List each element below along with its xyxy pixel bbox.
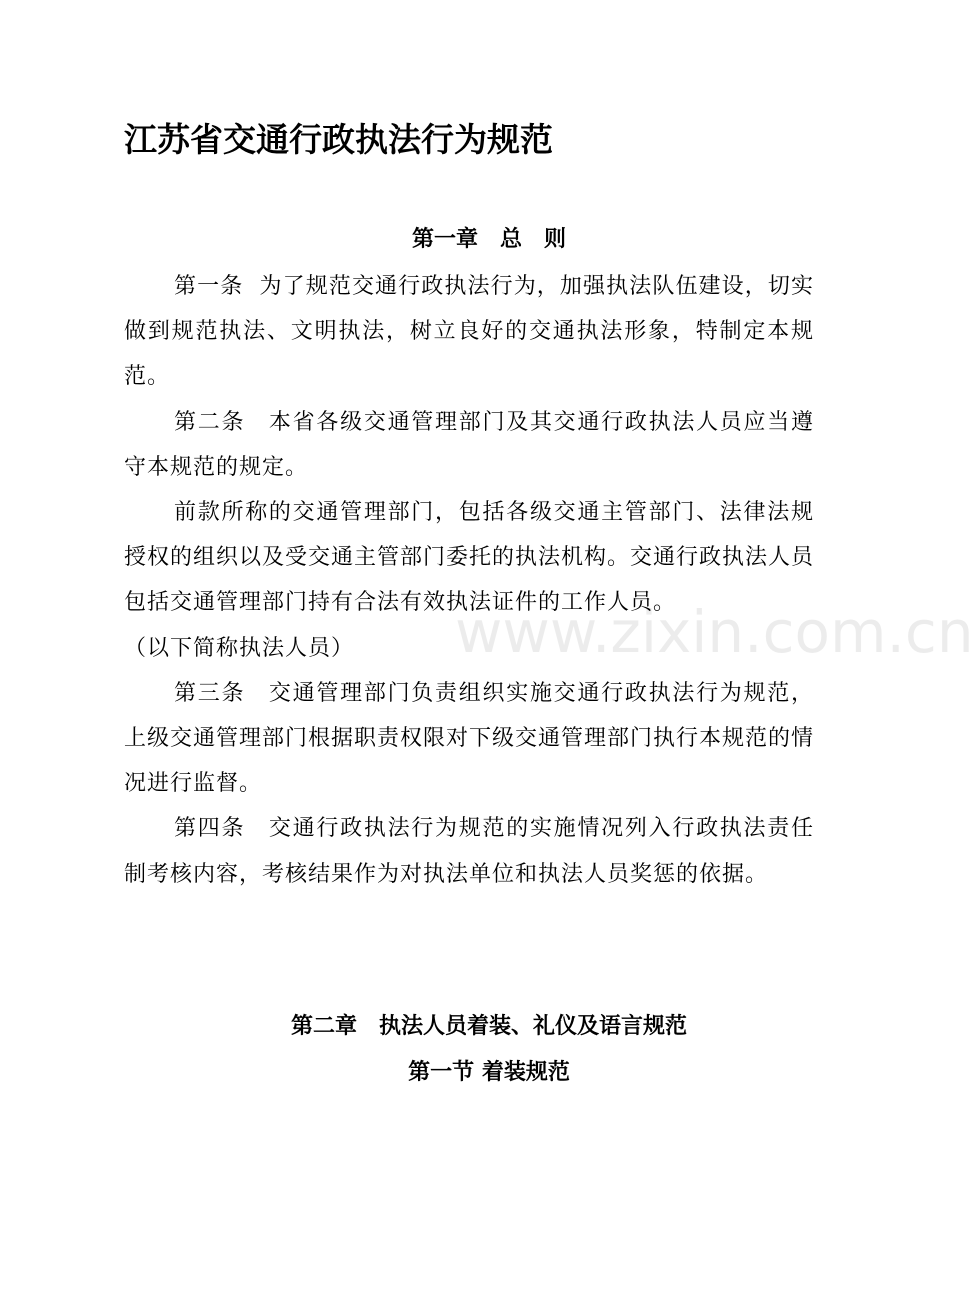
article-1-paragraph: 第一条 为了规范交通行政执法行为，加强执法队伍建设，切实做到规范执法、文明执法，树立良好的交通执法形象，特制定本规范。 [124,274,814,390]
article-3-paragraph: 第三条 交通管理部门负责组织实施交通行政执法行为规范，上级交通管理部门根据职责权限对下级交通管理部门执行本规范的情况进行监督。 [124,680,815,797]
abbreviation-note: （以下简称执法人员） [124,635,355,661]
document-title: 江苏省交通行政执法行为规范 [124,120,553,159]
article-4-paragraph: 第四条 交通行政执法行为规范的实施情况列入行政执法责任制考核内容，考核结果作为对执法单位和执法人员奖惩的依据。 [124,816,814,887]
section-1-heading: 第一节 着装规范 [408,1060,570,1085]
chapter-2-heading: 第二章 执法人员着装、礼仪及语言规范 [290,1014,687,1039]
chapter-1-heading: 第一章 总 则 [411,227,566,252]
article-2-definition-paragraph: 前款所称的交通管理部门，包括各级交通主管部门、法律法规授权的组织以及受交通主管部门委托的执法机构。交通行政执法人员包括交通管理部门持有合法有效执法证件的工作人员。 [124,500,815,616]
watermark: www.zixin.com.cn [455,598,974,666]
article-2-paragraph: 第二条 本省各级交通管理部门及其交通行政执法人员应当遵守本规范的规定。 [124,409,814,480]
chapter-1-body [124,264,814,897]
